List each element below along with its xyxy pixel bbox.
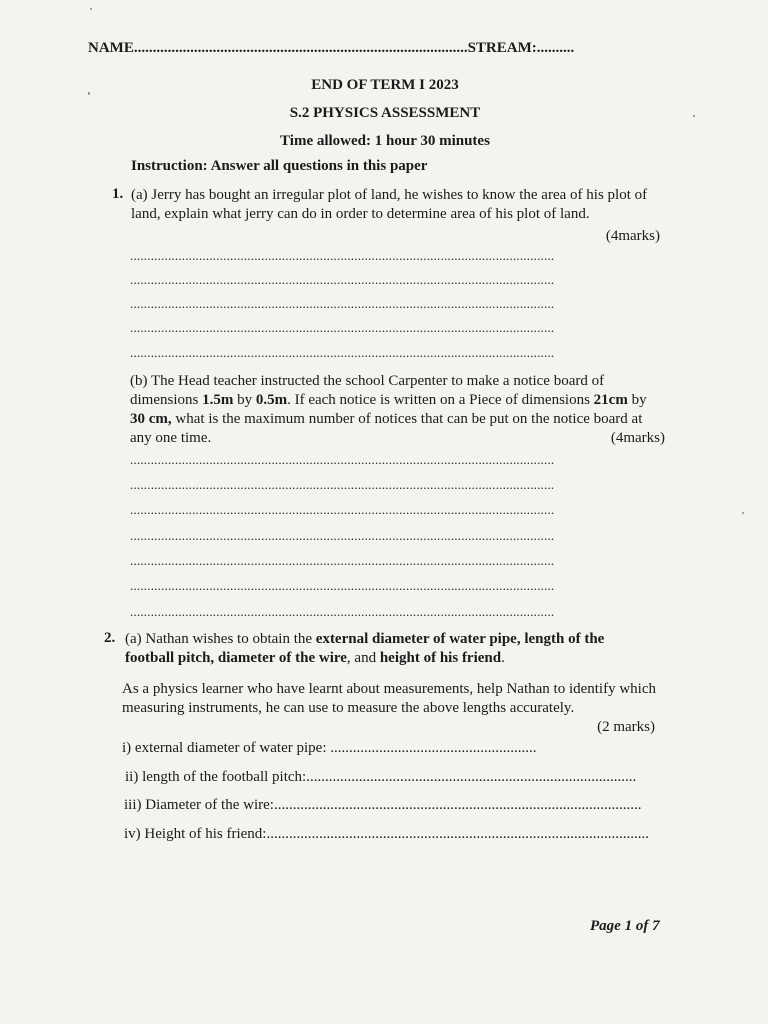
question-1b-marks: (4marks) xyxy=(610,430,665,446)
answer-line: ........................................................................................................................... xyxy=(130,553,555,568)
question-1-number: 1. xyxy=(112,186,124,202)
answer-line: ........................................................................................................................... xyxy=(130,248,555,263)
question-2a-marks: (2 marks) xyxy=(597,719,655,735)
stream-label: STREAM: xyxy=(467,40,537,56)
name-label: NAME xyxy=(88,40,134,56)
question-1a-marks: (4marks) xyxy=(605,228,660,244)
question-2a-instruction: As a physics learner who have learnt about measurements, help Nathan to identify which measuring instruments, he can use to measure the above lengths accurately. xyxy=(122,681,657,716)
question-2-number: 2. xyxy=(104,630,116,646)
name-stream-line: NAME.........................................................................................STREAM:.......... xyxy=(88,40,575,56)
exam-subtitle: S.2 PHYSICS ASSESSMENT xyxy=(289,105,481,121)
answer-line: ........................................................................................................................... xyxy=(130,320,555,335)
answer-line: ........................................................................................................................... xyxy=(130,272,555,287)
measurement-item: i) external diameter of water pipe: ....................................................... xyxy=(122,740,537,756)
question-1a-text: (a) Jerry has bought an irregular plot of land, he wishes to know the area of his plot of land, explain what jerry can do in order to determine area of his plot of land. xyxy=(131,187,648,222)
answer-line: ........................................................................................................................... xyxy=(130,578,555,593)
instruction: Instruction: Answer all questions in this paper xyxy=(131,158,428,174)
name-dots: ......................................................................................... xyxy=(133,40,468,56)
measurement-item: ii) length of the football pitch:........................................................................................ xyxy=(125,769,637,785)
question-2a-text: (a) Nathan wishes to obtain the external diameter of water pipe, length of the football pitch, diameter of the wire, and height of his friend. xyxy=(125,631,605,666)
answer-line: ........................................................................................................................... xyxy=(130,477,555,492)
page-number: Page 1 of 7 xyxy=(590,918,660,934)
scan-speck xyxy=(742,512,744,514)
answer-line: ........................................................................................................................... xyxy=(130,452,555,467)
answer-line: ........................................................................................................................... xyxy=(130,604,555,619)
time-allowed: Time allowed: 1 hour 30 minutes xyxy=(280,133,490,149)
exam-title: END OF TERM I 2023 xyxy=(311,77,459,93)
answer-line: ........................................................................................................................... xyxy=(130,528,555,543)
question-1b-text: (b) The Head teacher instructed the school Carpenter to make a notice board of dimensions 1.5m by 0.5m. If each notice is written on a Piece of dimensions 21cm by 30 cm, what is the maximum number of notices that can be put on the notice board at any one time. xyxy=(130,373,647,446)
answer-line: ........................................................................................................................... xyxy=(130,296,555,311)
answer-line: ........................................................................................................................... xyxy=(130,345,555,360)
measurement-item: iii) Diameter of the wire:.................................................................................................. xyxy=(124,797,642,813)
scan-speck xyxy=(88,92,90,95)
scan-speck xyxy=(693,115,695,117)
measurement-item: iv) Height of his friend:...................................................................................................... xyxy=(124,826,649,842)
answer-line: ........................................................................................................................... xyxy=(130,502,555,517)
scan-speck xyxy=(90,8,92,10)
